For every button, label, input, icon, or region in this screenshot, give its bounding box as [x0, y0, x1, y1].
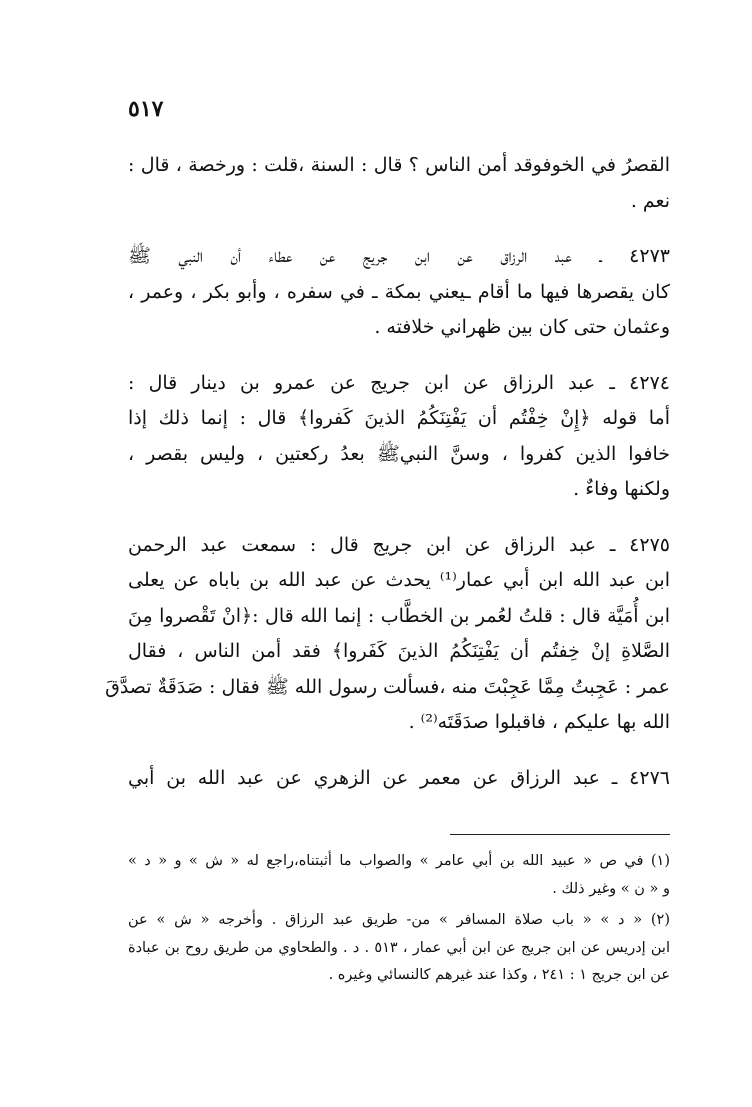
hadith-4274 [128, 366, 670, 508]
text-line: خافوا الذين كفروا ، وسنَّ النبيﷺ بعدُ ركعتين ، وليس بقصر ، [128, 442, 670, 465]
footnote-2 [128, 907, 670, 990]
text-line: ٤٢٧٥ ـ عبد الرزاق عن ابن جريج قال : سمعت عبد الرحمن [128, 533, 670, 556]
hadith-4275 [105, 528, 670, 741]
paragraph-continuation [128, 148, 670, 219]
text-line: نعم . [630, 189, 670, 212]
footnotes [128, 848, 670, 990]
text-line: الصَّلاةِ إنْ خِفتُم أن يَفْتِنَكُمُ الذينَ كَفَروا﴾ فقد أمن الناس ، فقال [128, 640, 670, 662]
hadith-4273 [128, 239, 670, 346]
text-line: عمر : عَجِبتُ مِمَّا عَجِبْتَ منه ،فسألت رسول الله ﷺ فقال : صَدَقَةٌ تصدَّقَ [105, 675, 670, 698]
footnote-line: (٢) « د » « باب صلاة المسافر » من- طريق عبد الرزاق . وأخرجه « ش » عن [128, 912, 670, 928]
text-line: ابن أُمَيَّة قال : قلتُ لعُمر بن الخطَّاب : إنما الله قال :﴿انْ تَقْصروا مِنَ [128, 604, 670, 627]
footnote-1 [128, 848, 670, 903]
footnote-divider [450, 834, 670, 835]
text-line: الله بها عليكم ، فاقبلوا صدَقَتَه⁽²⁾ . [408, 711, 670, 733]
footnote-line: عن ابن جريج ١ : ٢٤١ ، وكذا عند غيرهم كالنسائي وغيره . [328, 967, 670, 983]
text-line: وعثمان حتى كان بين ظهراني خلافته . [374, 316, 670, 338]
main-text [105, 148, 670, 796]
text-line: ابن عبد الله ابن أبي عمار⁽¹⁾ يحدث عن عبد الله بن باباه عن يعلى [128, 569, 670, 591]
text-line: ٤٢٧٣ ـ عبد الرزاق عن ابن جريج عن عطاء أن النبي ﷺ [128, 245, 670, 267]
text-line: كان يقصرها فيها ما أقام ـيعني بمكة ـ في سفره ، وأبو بكر ، وعمر ، [128, 280, 670, 303]
hadith-4276 [128, 761, 670, 797]
text-line: ولكنها وفاءٌ . [573, 478, 670, 500]
text-line: ٤٢٧٦ ـ عبد الرزاق عن معمر عن الزهري عن عبد الله بن أبي [128, 766, 670, 789]
footnote-line: ابن إدريس عن ابن جريج عن ابن أبي عمار ، ٥١٣ . د . والطحاوي من طريق روح بن عبادة [128, 939, 670, 956]
text-line: القصرُ في الخوفوقد أمن الناس ؟ قال : السنة ،قلت : ورخصة ، قال : [128, 154, 670, 176]
text-line: أما قوله ﴿إِنْ خِفْتُم أن يَفْتِنَكُمُ الذينَ كَفروا﴾ قال : إنما ذلك إذا [128, 407, 670, 429]
footnote-line: (١) في ص « عبيد الله بن أبي عامر » والصواب ما أثبتناه،راجع له « ش » و « د » [128, 853, 670, 869]
page-number: ٥١٧ [128, 96, 164, 122]
text-line: ٤٢٧٤ ـ عبد الرزاق عن ابن جريج عن عمرو بن دينار قال : [128, 371, 670, 394]
footnote-line: و « ن » وغير ذلك . [552, 880, 670, 897]
